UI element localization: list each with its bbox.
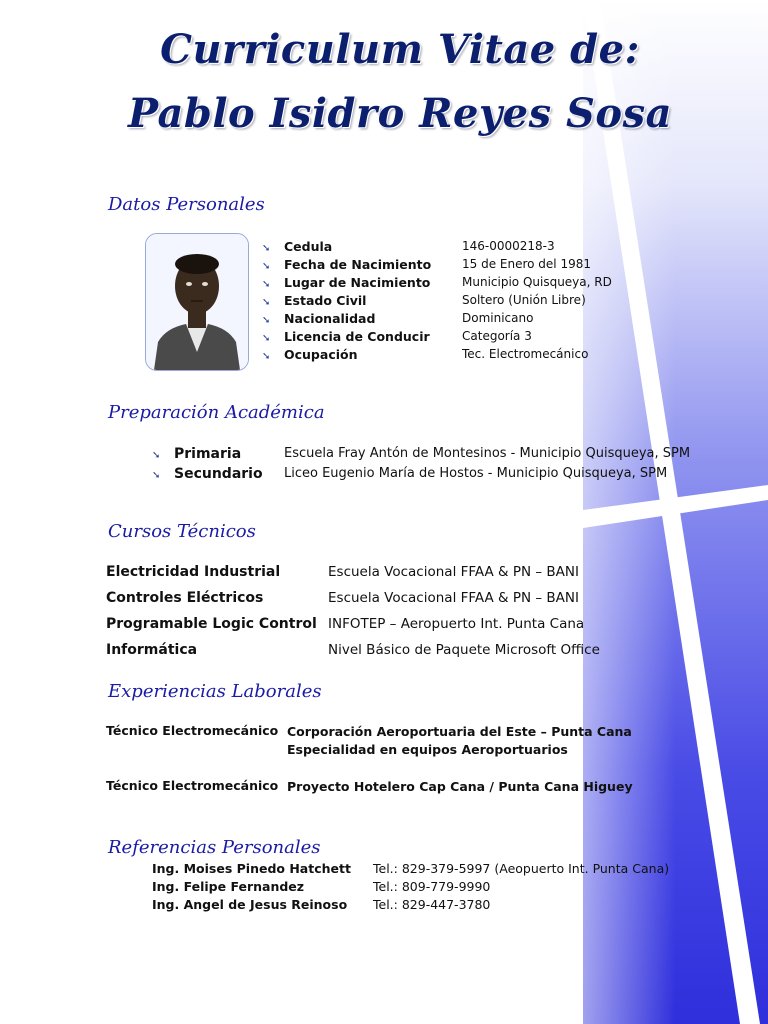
course-institution: Escuela Vocacional FFAA & PN – BANI <box>328 590 580 606</box>
reference-row <box>152 879 712 897</box>
experience-row <box>106 778 666 798</box>
datos-row-cedula <box>262 239 722 257</box>
datos-row-licencia <box>262 329 722 347</box>
reference-name: Ing. Moises Pinedo Hatchett <box>152 861 351 876</box>
reference-phone: Tel.: 829-447-3780 <box>373 897 491 912</box>
datos-row-estado-civil <box>262 293 722 311</box>
arrow-bullet-icon: ➘ <box>262 261 271 272</box>
academic-row-secundario <box>152 466 712 486</box>
experience-employer: Corporación Aeroportuaria del Este – Punta Cana <box>287 724 632 739</box>
datos-value: Tec. Electromecánico <box>462 347 589 361</box>
datos-value: 146-0000218-3 <box>462 239 555 253</box>
course-name: Electricidad Industrial <box>106 564 281 580</box>
arrow-bullet-icon: ➘ <box>262 351 271 362</box>
experience-employer: Proyecto Hotelero Cap Cana / Punta Cana Higuey <box>287 779 633 794</box>
course-row <box>106 616 626 636</box>
reference-row <box>152 861 712 879</box>
datos-row-lugar-nacimiento <box>262 275 722 293</box>
course-institution: Escuela Vocacional FFAA & PN – BANI <box>328 564 580 580</box>
datos-label: ➘ Estado Civil <box>262 293 367 308</box>
datos-label: ➘ Lugar de Nacimiento <box>262 275 431 290</box>
datos-label: ➘ Ocupación <box>262 347 358 362</box>
course-institution: INFOTEP – Aeropuerto Int. Punta Cana <box>328 616 585 632</box>
reference-row <box>152 897 712 915</box>
arrow-bullet-icon: ➘ <box>152 470 161 481</box>
datos-label: ➘ Cedula <box>262 239 333 254</box>
course-row <box>106 590 626 610</box>
arrow-bullet-icon: ➘ <box>262 243 271 254</box>
section-title-referencias: Referencias Personales <box>108 837 321 858</box>
arrow-bullet-icon: ➘ <box>262 279 271 290</box>
reference-phone: Tel.: 809-779-9990 <box>373 879 491 894</box>
arrow-bullet-icon: ➘ <box>152 450 161 461</box>
course-name: Controles Eléctricos <box>106 590 264 606</box>
datos-value: Soltero (Unión Libre) <box>462 293 586 307</box>
datos-label: ➘ Fecha de Nacimiento <box>262 257 432 272</box>
experience-detail: Especialidad en equipos Aeroportuarios <box>287 742 568 757</box>
academic-value: Liceo Eugenio María de Hostos - Municipio Quisqueya, SPM <box>284 466 668 481</box>
datos-value: Categoría 3 <box>462 329 532 343</box>
course-institution: Nivel Básico de Paquete Microsoft Office <box>328 642 600 658</box>
reference-phone: Tel.: 829-379-5997 (Aeopuerto Int. Punta Cana) <box>373 861 670 876</box>
arrow-bullet-icon: ➘ <box>262 333 271 344</box>
datos-row-ocupacion <box>262 347 722 365</box>
arrow-bullet-icon: ➘ <box>262 315 271 326</box>
datos-row-fecha-nacimiento <box>262 257 722 275</box>
section-title-preparacion: Preparación Académica <box>108 402 325 423</box>
course-name: Informática <box>106 642 198 658</box>
portrait-photo <box>145 233 249 371</box>
course-row <box>106 642 626 662</box>
cv-heading: Curriculum Vitae de: <box>160 26 640 73</box>
datos-value: Dominicano <box>462 311 534 325</box>
datos-label: ➘ Licencia de Conducir <box>262 329 430 344</box>
section-title-datos-personales: Datos Personales <box>108 194 265 215</box>
portrait-photo-icon <box>146 234 248 370</box>
section-title-experiencias: Experiencias Laborales <box>108 681 322 702</box>
cv-person-name: Pablo Isidro Reyes Sosa <box>127 90 673 137</box>
academic-row-primaria <box>152 446 712 466</box>
academic-label: ➘ Primaria <box>152 446 242 462</box>
reference-name: Ing. Angel de Jesus Reinoso <box>152 897 348 912</box>
course-row <box>106 564 626 584</box>
reference-name: Ing. Felipe Fernandez <box>152 879 305 894</box>
experience-role: Técnico Electromecánico <box>106 723 279 738</box>
academic-value: Escuela Fray Antón de Montesinos - Municipio Quisqueya, SPM <box>284 446 691 461</box>
datos-label: ➘ Nacionalidad <box>262 311 376 326</box>
datos-row-nacionalidad <box>262 311 722 329</box>
datos-value: Municipio Quisqueya, RD <box>462 275 612 289</box>
academic-label: ➘ Secundario <box>152 466 263 482</box>
datos-value: 15 de Enero del 1981 <box>462 257 591 271</box>
arrow-bullet-icon: ➘ <box>262 297 271 308</box>
course-name: Programable Logic Control <box>106 616 317 632</box>
experience-row <box>106 723 666 763</box>
experience-role: Técnico Electromecánico <box>106 778 279 793</box>
section-title-cursos: Cursos Técnicos <box>108 521 256 542</box>
